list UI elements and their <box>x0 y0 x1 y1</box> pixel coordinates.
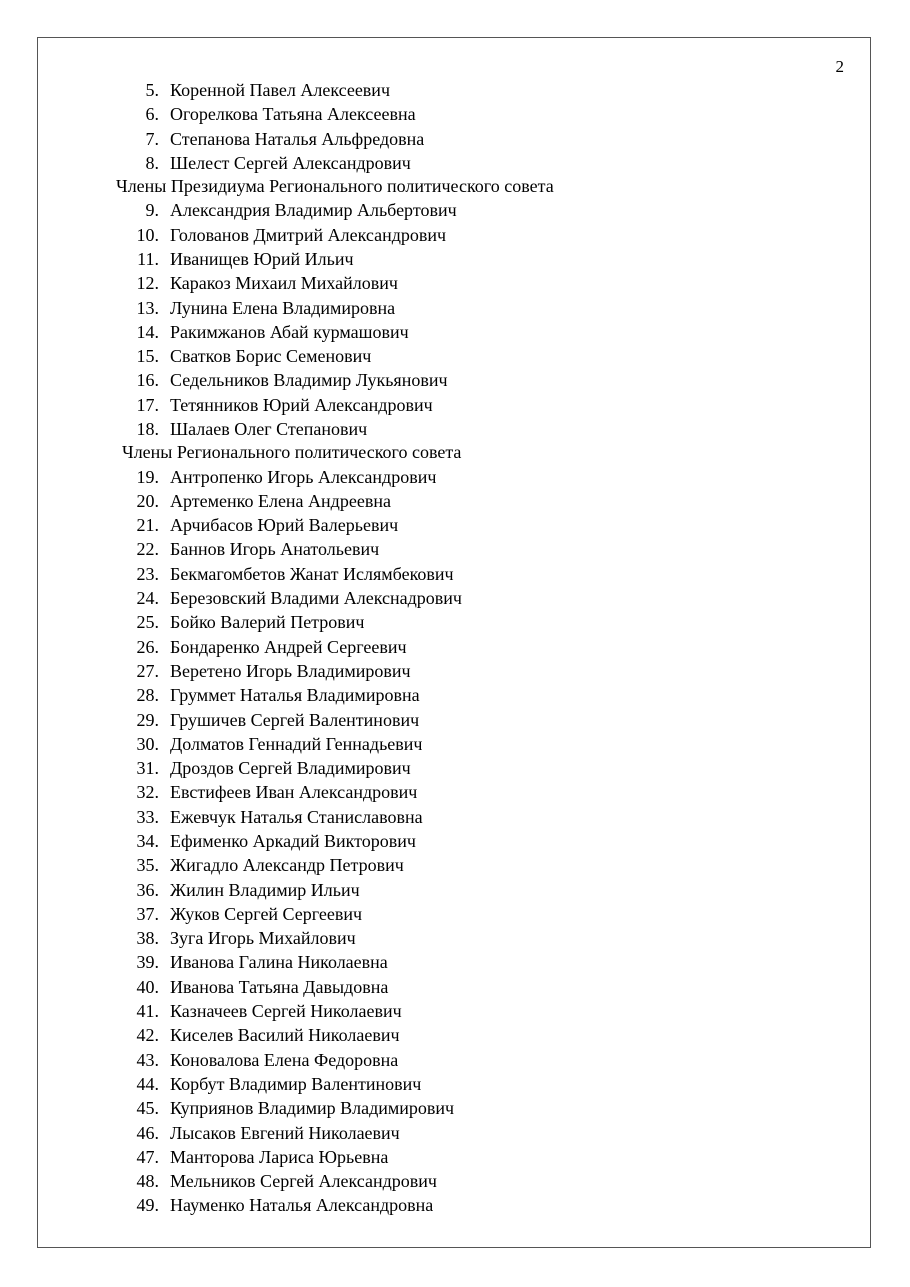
list-item <box>38 878 870 902</box>
list-item-name: Иванова Галина Николаевна <box>170 952 388 973</box>
list-item-name: Куприянов Владимир Владимирович <box>170 1098 455 1119</box>
list-item <box>38 829 870 853</box>
list-item-number: 7. <box>145 128 159 149</box>
list-item-number: 6. <box>145 104 159 125</box>
list-item-name: Сватков Борис Семенович <box>170 346 372 367</box>
list-item-number: 14. <box>136 321 159 342</box>
list-item-name: Голованов Дмитрий Александрович <box>170 224 447 245</box>
list-item <box>38 635 870 659</box>
list-item-name: Корбут Владимир Валентинович <box>170 1073 422 1094</box>
list-item-number: 16. <box>136 370 159 391</box>
list-item-number: 20. <box>136 490 159 511</box>
member-list <box>38 78 870 1218</box>
list-item-name: Иванова Татьяна Давыдовна <box>170 976 389 997</box>
list-item <box>38 805 870 829</box>
list-item-name: Антропенко Игорь Александрович <box>170 466 437 487</box>
list-item-name: Лунина Елена Владимировна <box>170 297 396 318</box>
list-item-number: 19. <box>136 466 159 487</box>
list-item-number: 48. <box>136 1171 159 1192</box>
list-item-number: 45. <box>136 1098 159 1119</box>
list-item <box>38 271 870 295</box>
list-item-number: 43. <box>136 1049 159 1070</box>
list-item-name: Баннов Игорь Анатольевич <box>170 539 380 560</box>
list-item-number: 12. <box>136 273 159 294</box>
list-item-name: Арчибасов Юрий Валерьевич <box>170 515 399 536</box>
list-item-number: 40. <box>136 976 159 997</box>
list-item-name: Манторова Лариса Юрьевна <box>170 1146 389 1167</box>
list-item-name: Груммет Наталья Владимировна <box>170 685 420 706</box>
list-item-name: Иванищев Юрий Ильич <box>170 248 354 269</box>
page-number: 2 <box>835 57 844 76</box>
list-item-number: 21. <box>136 515 159 536</box>
list-item-name: Грушичев Сергей Валентинович <box>170 709 420 730</box>
list-item <box>38 198 870 222</box>
list-item <box>38 344 870 368</box>
list-item-name: Ефименко Аркадий Викторович <box>170 830 416 851</box>
list-item-name: Шалаев Олег Степанович <box>170 419 368 440</box>
list-item-number: 49. <box>136 1195 159 1216</box>
list-item-name: Евстифеев Иван Александрович <box>170 782 418 803</box>
list-item-name: Седельников Владимир Лукьянович <box>170 370 448 391</box>
list-item <box>38 1145 870 1169</box>
list-item-name: Жигадло Александр Петрович <box>170 855 404 876</box>
list-item-number: 32. <box>136 782 159 803</box>
list-item <box>38 78 870 102</box>
list-item <box>38 756 870 780</box>
list-item-name: Бондаренко Андрей Сергеевич <box>170 636 407 657</box>
list-item <box>38 902 870 926</box>
list-item-name: Коновалова Елена Федоровна <box>170 1049 399 1070</box>
list-item <box>38 683 870 707</box>
section-heading-text: Члены Президиума Регионального политического совета <box>116 176 554 197</box>
list-item-name: Березовский Владими Алекснадрович <box>170 588 462 609</box>
list-item <box>38 999 870 1023</box>
list-item-number: 27. <box>136 660 159 681</box>
list-item-number: 42. <box>136 1025 159 1046</box>
list-item-number: 9. <box>145 200 159 221</box>
list-item <box>38 489 870 513</box>
list-item-number: 24. <box>136 588 159 609</box>
list-item-name: Шелест Сергей Александрович <box>170 152 411 173</box>
list-item <box>38 1193 870 1217</box>
list-item-name: Артеменко Елена Андреевна <box>170 490 391 511</box>
document-page <box>37 37 871 1248</box>
list-item-number: 46. <box>136 1122 159 1143</box>
list-item <box>38 708 870 732</box>
list-item-name: Огорелкова Татьяна Алексеевна <box>170 104 416 125</box>
list-item <box>38 417 870 441</box>
list-item-name: Ежевчук Наталья Станиславовна <box>170 806 423 827</box>
list-item-name: Каракоз Михаил Михайлович <box>170 273 398 294</box>
list-item <box>38 1048 870 1072</box>
list-item-number: 28. <box>136 685 159 706</box>
list-item <box>38 853 870 877</box>
list-item <box>38 151 870 175</box>
list-item-name: Тетянников Юрий Александрович <box>170 394 433 415</box>
list-item <box>38 926 870 950</box>
list-item-number: 41. <box>136 1001 159 1022</box>
list-item-number: 26. <box>136 636 159 657</box>
list-item-number: 11. <box>137 248 159 269</box>
list-item-name: Киселев Василий Николаевич <box>170 1025 400 1046</box>
list-item-number: 23. <box>136 563 159 584</box>
list-item <box>38 950 870 974</box>
list-item <box>38 465 870 489</box>
list-item-number: 13. <box>136 297 159 318</box>
list-item <box>38 780 870 804</box>
list-item-number: 30. <box>136 733 159 754</box>
list-item <box>38 732 870 756</box>
list-item-name: Бекмагомбетов Жанат Ислямбекович <box>170 563 454 584</box>
list-item-number: 38. <box>136 928 159 949</box>
list-item-name: Степанова Наталья Альфредовна <box>170 128 425 149</box>
list-item <box>38 975 870 999</box>
list-item-name: Веретено Игорь Владимирович <box>170 660 411 681</box>
list-item <box>38 1096 870 1120</box>
list-item-name: Казначеев Сергей Николаевич <box>170 1001 402 1022</box>
list-item <box>38 513 870 537</box>
list-item-number: 47. <box>136 1146 159 1167</box>
list-item <box>38 537 870 561</box>
section-heading <box>38 441 870 464</box>
list-item <box>38 393 870 417</box>
list-item-name: Коренной Павел Алексеевич <box>170 80 390 100</box>
list-item <box>38 102 870 126</box>
list-item-number: 18. <box>136 419 159 440</box>
list-item-number: 22. <box>136 539 159 560</box>
list-item <box>38 1023 870 1047</box>
list-item-name: Лысаков Евгений Николаевич <box>170 1122 400 1143</box>
list-item <box>38 1121 870 1145</box>
list-item <box>38 320 870 344</box>
list-item-number: 35. <box>136 855 159 876</box>
list-item-number: 31. <box>136 758 159 779</box>
list-item-number: 36. <box>136 879 159 900</box>
list-item-number: 5. <box>145 80 159 100</box>
list-item-number: 33. <box>136 806 159 827</box>
list-item-number: 17. <box>136 394 159 415</box>
list-item-name: Жилин Владимир Ильич <box>170 879 360 900</box>
list-item <box>38 127 870 151</box>
list-item-number: 10. <box>136 224 159 245</box>
list-item-number: 29. <box>136 709 159 730</box>
list-item-name: Мельников Сергей Александрович <box>170 1171 437 1192</box>
list-item-name: Дроздов Сергей Владимирович <box>170 758 411 779</box>
list-item <box>38 1072 870 1096</box>
list-item-name: Бойко Валерий Петрович <box>170 612 365 633</box>
list-item <box>38 659 870 683</box>
list-item <box>38 586 870 610</box>
list-item-number: 44. <box>136 1073 159 1094</box>
list-item <box>38 247 870 271</box>
list-item <box>38 296 870 320</box>
list-item-number: 15. <box>136 346 159 367</box>
list-item-number: 37. <box>136 903 159 924</box>
list-item-name: Долматов Геннадий Геннадьевич <box>170 733 423 754</box>
list-item <box>38 1169 870 1193</box>
list-item-number: 34. <box>136 830 159 851</box>
list-item <box>38 223 870 247</box>
list-item-name: Жуков Сергей Сергеевич <box>170 903 363 924</box>
list-item-name: Александрия Владимир Альбертович <box>170 200 457 221</box>
list-item-name: Науменко Наталья Александровна <box>170 1195 434 1216</box>
list-item <box>38 368 870 392</box>
list-item <box>38 610 870 634</box>
section-heading-text: Члены Регионального политического совета <box>122 442 462 463</box>
list-item-name: Ракимжанов Абай курмашович <box>170 321 409 342</box>
list-item-name: Зуга Игорь Михайлович <box>170 928 356 949</box>
list-item <box>38 562 870 586</box>
list-item-number: 25. <box>136 612 159 633</box>
section-heading <box>38 175 870 198</box>
list-item-number: 39. <box>136 952 159 973</box>
list-item-number: 8. <box>145 152 159 173</box>
